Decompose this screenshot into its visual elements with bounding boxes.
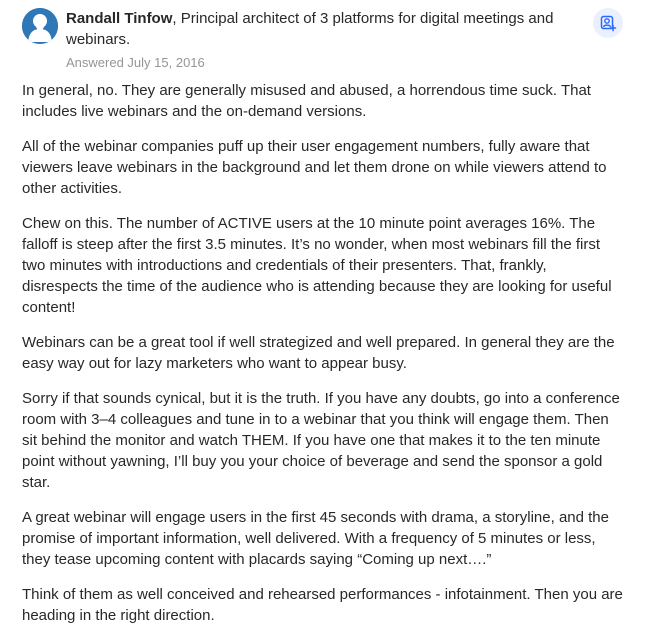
answer-paragraph: Chew on this. The number of ACTIVE users at the 10 minute point averages 16%. The falloff is steep after the first 3.5 minutes. It’s no wonder, when most webinars fill the first two minutes with introductions and credentials of their presenters. That, frankly, disrespects the time of the audience who is attending because they are looking for useful content!	[22, 215, 612, 316]
user-silhouette-icon	[22, 8, 58, 44]
answer-paragraph: In general, no. They are generally misused and abused, a horrendous time suck. That includes live webinars and the on-demand versions.	[22, 82, 591, 120]
author-credential: , Principal architect of 3 platforms for digital meetings and webinars.	[66, 10, 554, 48]
author-name[interactable]: Randall Tinfow	[66, 10, 173, 27]
avatar[interactable]	[22, 8, 58, 44]
author-byline	[66, 8, 575, 50]
author-meta	[66, 8, 625, 71]
answered-date[interactable]: Answered July 15, 2016	[66, 55, 205, 70]
answer-body	[22, 80, 625, 626]
answer-header	[22, 8, 625, 71]
answer-paragraph: Sorry if that sounds cynical, but it is the truth. If you have any doubts, go into a conference room with 3–4 colleagues and tune in to a webinar that you think will engage them. Then sit behind the monitor and watch THEM. If you have one that makes it to the ten minute point without yawning, I’ll buy you your choice of beverage and send the sponsor a gold star.	[22, 390, 620, 491]
answer-paragraph: All of the webinar companies puff up their user engagement numbers, fully aware that viewers leave webinars in the background and let them drone on while viewers attend to other activities.	[22, 138, 607, 197]
answer-paragraph: A great webinar will engage users in the first 45 seconds with drama, a storyline, and the promise of important information, well delivered. With a frequency of 5 minutes or less, they tease upcoming content with placards saying “Coming up next….”	[22, 509, 609, 568]
person-plus-icon	[599, 14, 617, 32]
answer-paragraph: Webinars can be a great tool if well strategized and well prepared. In general they are the easy way out for lazy marketers who want to appear busy.	[22, 334, 615, 372]
answer-paragraph: Think of them as well conceived and rehearsed performances - infotainment. Then you are heading in the right direction.	[22, 586, 623, 624]
follow-button[interactable]	[593, 8, 623, 38]
